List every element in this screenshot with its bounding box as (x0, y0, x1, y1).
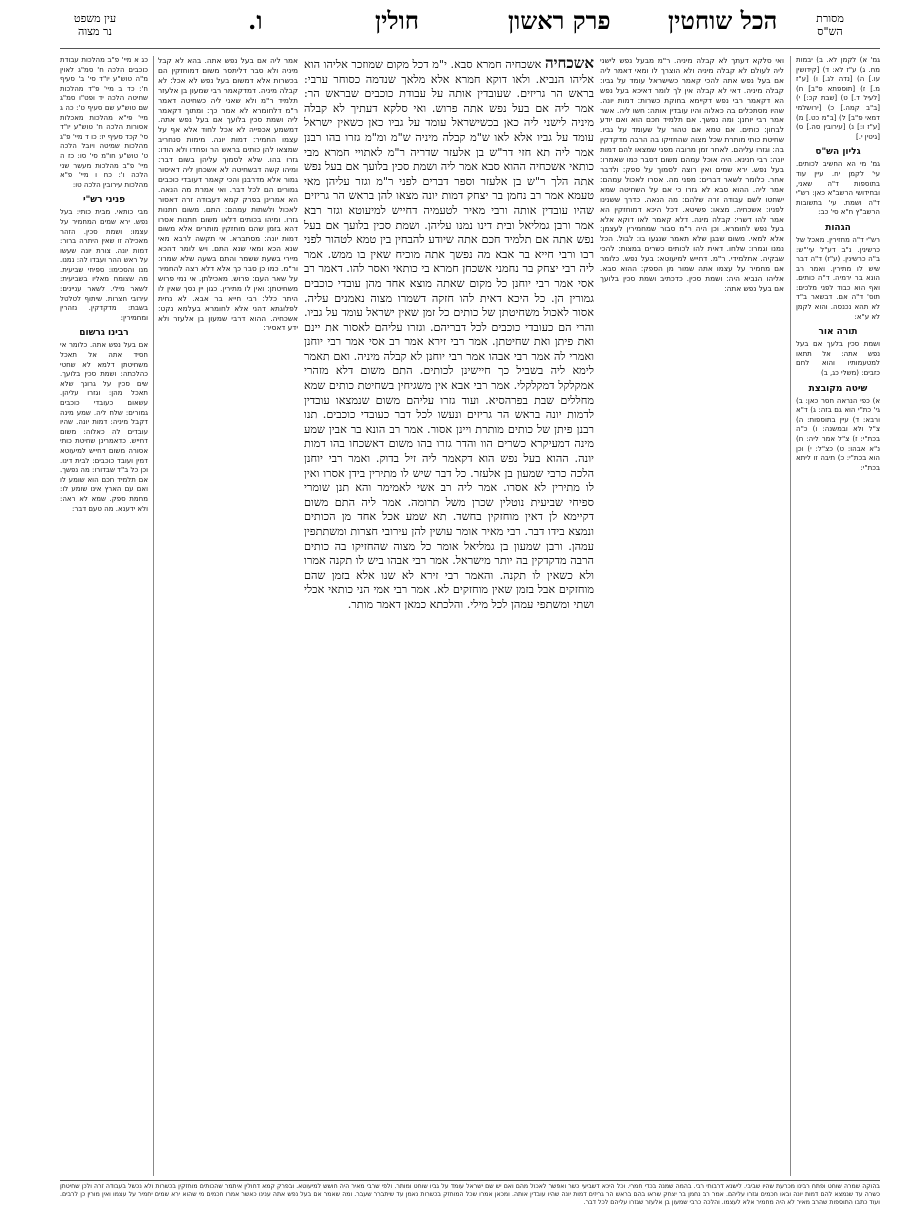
page-number: ו. (248, 6, 263, 35)
ner-mitzvah-label: נר מצוה (78, 25, 112, 38)
left-margin-divider (153, 56, 154, 1176)
shita-title: שיטה מקובצת (808, 383, 868, 394)
footer-notes (60, 1183, 880, 1209)
shita-text: א) כפי הנראה חסר כאן: ב) גי' כת"י הוא גם בזה: ג) ד"א ורבא: ד) עיין בתוספות: ה) צ"ל ולא ובמשנה: ו) כ"ה בכת"י: ז) צ"ל אמר ליה: ח) נ"א אבהו: ט) כצ"ל: י) וכן הוא בכת"י: כ) תיבה זו ליתא בכת"י: (796, 396, 880, 472)
right-margin-divider (790, 56, 791, 1176)
left-margin-column (60, 56, 148, 1176)
perush-text: מבי כותאי. מבית כותי: בעל נפש. ירא שמים המחמיר על עצמו: ושמת סכין. הזהר מאכילה זו שאין היתרה ברור: דמות יונה. צורת יונה שעשו על ראש ההר ועבדו לה: נמנו. מנו והסכימו: ספיחי שביעית. מה שצומח מאליו בשביעית: לשאר מילי. לשאר עניינים: עירובי חצרות. שיתוף לטלטל בשבת: מדקדקין. נזהרין ומחמירין: (60, 208, 148, 322)
rabbenu-gershom-title: רבינו גרשום (79, 328, 129, 339)
rabbenu-gershom-text: אם בעל נפש אתה. כלומר אי חסיד אתה אל תאכל משחיטתן דלמא לא שחטי כהלכתה: ושמת סכין בלועך. שים סכין על גרונך שלא תאכל מהן: וגזרו עליהן. עשאום כעובדי כוכבים גמורים: שלח ליה. שמע מינה דקבל מיניה: דמות יונה. שהיו עובדים לה כאלוה: משום דחייש. כדאמרינן שחיטת כותי אסורה משום דחייש למיעוטא דמין ועובד כוכבים: לבית דינו. וכן כל ב"ד שבדורו: מה נפשך. אם תלמיד חכם הוא שומע לו ואם עם הארץ אינו שומע לו: מחמת ספק. שמא לא ראה: ולא ידענא. מה טעם דבר: (60, 341, 148, 513)
masoret-hashas-text: גמ' א) לקמן לא. ב) יבמות מח. ג) ע"ז לא: ד) [קידושין עו.] ה) [נדה לג.] ו) [ע"ז מ.] ז) [תוספתא פ"ב] ח) [לעיל ד.] ט) [שבת קכ:] י) [ב"ב קמה.] כ) [ירושלמי דמאי פ"ב] ל) [ב"מ כט.] מ) [ע"ז ו:] נ) [עירובין סה.] ס) [גיטין י.] (796, 56, 880, 141)
hagahot-text: רש"י ד"ה מחזירין. מאכל של כרשינין. נ"ב דע"ל עי'"ש: ב"ה כרשינין. (ע"ז) ד"ה דבר שיש לו מתירין. ואמר רב הונא בר ירמיה. ד"ה כותים. ואף הוא כבוד לפני מלכים: תוס' ד"ה אם. דבשאר ב"ד לא תהא נכנסה. והוא לקמן לא ע"א: (796, 235, 880, 321)
footer-rule (60, 1180, 880, 1181)
right-margin-column (796, 56, 880, 1176)
gemara-text: אשכחיה חמרא סבא. י"מ דכל מקום שמוזכר אליהו הוא אליהו הנביא. ולאו דוקא חמרא אלא מלאך שנדמה כסוחר ערבי: בראש הר גריזים. שעובדין אותה על עבודת כוכבים שבראש הר: אמר ליה אם בעל נפש אתה פרוש. ואי סלקא דעתיך לא קבלה מיניה לישני ליה כאן בכשישראל עומד על גביו כאן כשאין ישראל עומד על גביו אלא לאו ש"מ קבלה מיניה ש"מ ומ"מ גזרו בהו רבנן אמר ליה תא חזי דר"ש בן אלעזר שדריה ר"מ לאתויי חמרא מבי כותאי אשכחיה ההוא סבא אמר ליה ושמת סכין בלועך אם בעל נפש אתה הלך ר"ש בן אלעזר וספר דברים לפני ר"מ וגזר עליהן מאי טעמא אמר רב נחמן בר יצחק דמות יונה מצאו להן בראש הר גריזים שהיו עובדין אותה ורבי מאיר לטעמיה דחייש למיעוטא וגזר רבא אמר ורבן גמליאל ובית דינו נמנו עליהן. ושמת סכין בלועך אם בעל נפש אתה אם תלמיד חכם אתה שיודע להבחין בין טמא לטהור לפני רבו ורבי חייא בר אבא מה נפשך אתה מוכיח שאין בו ממש. אמר ליה רבי יצחק בר נחמני אשכחן חמרא בי כותאי ואסר להו. דאמר רב אסי אמר רבי יוחנן כל מקום שאתה מוצא אחד מהן עובדי כוכבים גמורין הן. כל היכא דאית להו חזקה דשמרו מצוה נאמנים עליה. אסור לאכול משחיטתן של כותים כל זמן שאין ישראל עומד על גביו. והרי הם כעובדי כוכבים לכל דבריהם. וגזרו עליהם לאסור את יינם ואת פיתן ואת שחיטתן. אמר רבי זירא אמר רב אסי אמר רבי יוחנן ואמרי לה אמר רבי אבהו אמר רבי יוחנן לא קבלה מיניה. ואם תאמר לימא ליה בשביל כך חיישינן לכותים. התם משום דלא מזהרי אמקלקל דמקלקלי. אמר רבי אבא אין משגיחין בשחיטת כותים שמא מחללים שבת בפרהסיא. ועוד גזרו עליהם משום שנמצאו עובדין לדמות יונה בראש הר גריזים ונעשו לכל דבר כעובדי כוכבים. תנו רבנן פיתן של כותים מותרת ויינן אסור. אמר רב הונא בר אבין שמע מינה דמעיקרא כשרים הוו והדר גזרו בהו משום דאשכחו בהו דמות יונה. ההוא בעל נפש הוא דקאמר ליה זיל בדוק. ואמר רבי יוחנן הלכה כרבי שמעון בן אלעזר. כל דבר שיש לו מתירין בידן אסרו ואין לו מתירין לא אסרו. אמר ליה רב אשי לאמימר והא תנן שומרי ספיחי שביעית נוטלין שכרן משל תרומה. אמר ליה התם משום דקיימא לן דאין מוחזקין בחשד. תא שמע אכל אחד מן הכותים ונמצא בידו דבר. רבי מאיר אומר עושין להן עירובי חצרות ומשתתפין עמהן. ורבן שמעון בן גמליאל אומר כל מצוה שהחזיקו בה כותים הרבה מדקדקין בה יותר מישראל. אמר רבי אבהו ביש לו תקנה אמרו ולא כשאין לו תקנה. והאמר רבי זירא לא שנו אלא בזמן שהם מוחזקים אבל בזמן שאין מוחזקים לא. אמר רבי אמי הני כותאי אכלי ושתי ומשתפי עמהן לכל מילי. והלכתא כמאן דאמר מותר. (304, 58, 594, 611)
tosafot-text: אמר ליה אם בעל נפש אתה. בהא לא קבל מיניה ולא סבר דליתסר משום דמוחזקין הם בכשרות אלא דמשום בעל נפש לא אכל: לא קבלה מיניה. דמדקאמר רבי שמעון בן אלעזר תלמיד ר"מ ולא שאני ליה כשחיטה דאמר ר"מ דלחומרא לא אמר כך: ומתוך דקאמר ליה ושמת סכין בלועך אם בעל נפש אתה. דמשמע אכפייה לא אכל לחוד אלא אף על עצמו החמיר: דמות יונה. מימות סנחריב שמצאו להן כותים בראש הר ופחדו ולא הודו: גזרו בהו. שלא לסמוך עליהן בשום דבר: ומיהו קשה דבשחיטה לא אשכחן ליה דאיסור גמור אלא מדרבנן והכי קאמר דעובדי כוכבים גמורים הם לכל דבר. ואי אמרת מה הנאה. הא אמרינן בפרק קמא דעבודה זרה דאסור לאכול ולשתות עמהם: התם. משום חתנות גזרו. ומיהו בכותים דלאו משום חתנות אסרו דהא בזמן שהם מוחזקין מותרים אלא משום דמות יונה: מסתברא. אי תקשה לרבא מאי שנא הכא ומאי שנא התם. ויש לומר דהכא מיירי בשעת ששמר והתם בשעה שלא שמרו: ור"מ. כמו כן סבר כך אלא דלא רצה להחמיר על שאר העם: פרוש. מאכילתן. אי נמי פרוש משחיטתן: ואין לו מתירין. כגון יין נסך שאין לו היתר כלל: רבי חייא בר אבא. לא נחית לפלוגתא דהני אלא לחומרא בעלמא נקט: אשכחיה. ההוא דרבי שמעון בן אלעזר ולא ידע דאסיר: (158, 56, 298, 333)
hashas-label: הש"ס (817, 25, 843, 38)
gilyon-title: גליון הש"ס (815, 147, 861, 158)
left-header-labels (60, 12, 130, 52)
right-header-labels (800, 12, 860, 52)
tractate-title: חולין (375, 6, 419, 35)
ein-mishpat-label: עין משפט (73, 12, 117, 25)
rashi-text: ואי סלקא דעתך לא קבלה מיניה. ר"מ מבעל נפש לישני ליה לעולם לא קבלה מיניה ולא הוצרך לו ומאי דאמר ליה אם בעל נפש אתה להכי קאמר כשישראל עומד על גביו: קבלה מיניה. דאי לא קבלה אין לך לומר דאיכא בעל נפש הא דקאמר רבי נפש דקיימא בחוקת כשרות: דמות יונה. שהיו מסתכלים בה כאלוה והיו עובדין אותה: חשו ליה. אשר אמר רבי יוחנן: ומה נפשך. אם תלמיד חכם הוא ואם יודע לבחון: כותים. אם טמא אם טהור על שעומד על גביו. שחיטת כותי מותרת שכל מצוה שהחזיקו בה הרבה מדקדקין בה: וגזרו עליהם. לאחר זמן מרובה מפני שמצאו להם דמות יונה: רבי חנינא. היה אוכל עמהם משום דסבר כמו שאמרו: בעל נפש. ירא שמים ואין רוצה לסמוך על ספק: ולדבר אחר. כלומר לשאר דברים: מפני מה. אסרו לאכול עמהם: אמר ליה. ההוא סבא לא גזרו כי אם על השחיטה שמא ישחטו לשם עבודה זרה שלהם: מה הנאה. כדרך ששנינו לפניו: אשכחיה. מצאו: פשיטא. דכל היכא דמוחזקין הא אמר להו דשרי: קבלה מינה. דלא קאמר לאו דוקא אלא בעל נפש לחומרא. וכן היה ר"מ סבור שמחמירין לעצמן: אלא למאי. משום שבגן שלא תאמר שנגעו בו: לבול. הכל נמנו וגמרו: שלחו. דאית להו לכותים כשרים במצות: להכי שבקיה. אתלמידי. ר"מ. דחייש למיעוטא: בעל נפש. כלומר אם מחמיר על עצמו אתה שמור מן הספק: ההוא סבא. אליהו הנביא היה: ושמת סכין. כדכתיב ושמת סכין בלועך אם בעל נפש אתה: (600, 56, 784, 293)
gemara-column (304, 56, 594, 1176)
tosafot-column (158, 56, 298, 1176)
rashi-column (600, 56, 784, 1176)
gemara-lead-word: אשכחיה (544, 56, 594, 72)
torah-ohr-text: ושמת סכין בלעך אם בעל נפש אתה: אל תתאו למטעמותיו והוא לחם כזבים: (משלי כג, ב) (796, 340, 880, 378)
chapter-title: פרק ראשון (508, 6, 611, 35)
hagahot-title: הגהות (825, 222, 851, 233)
masoret-label: מסורת (816, 12, 844, 25)
header-rule (60, 48, 880, 49)
ein-mishpat-text: כג א מיי' פ"ב מהלכות עבודת כוכבים הלכה ח' סמ"ג לאוין מ"ה טוש"ע יו"ד סי' ב' סעיף ח': כד ב מיי' פ"ד מהלכות שחיטה הלכה יד ופט"ו סמ"ג שם טוש"ע שם סעיף ט': כה ג מיי' פי"א מהלכות מאכלות אסורות הלכה ח' טוש"ע יו"ד סי' קכד סעיף יז: כו ד מיי' פ"ג מהלכות שמיטה ויובל הלכה ט' טוש"ע חו"מ סי' סו: כז ה מיי' פ"ב מהלכות מעשר שני הלכה ו': כח ו מיי' פ"א מהלכות עירובין הלכה טו: (60, 56, 148, 189)
torah-ohr-title: תורה אור (818, 327, 858, 338)
perush-title: פניני רש"י (82, 195, 126, 206)
gilyon-text: גמ' מי הא החשיב לכותים. עי' לקמן יח. עיין עוד בתוספות ד"ה שאני, ובחידושי הרשב"א כאן: רש"י ד"ה ושמת. עי' בתשובות הרשב"ץ ח"א סי' כב: (796, 160, 880, 217)
footer-text: בהוקה שמרה שוחט ופתח רבינו מכרעת שהיו שביבי. לישנא דרבותי רבי. בהמה שמנה בכדי חמרי. וכל היכא דשביעי כשר ואפשר לאכול מהם ואם יש שם ישראל עומד על גביו שוחט ומותר. ולפי שרבי מאיר היה חושש למיעוטא. ובפרק קמא דחולין איתמר שהכותים מוחזקין בכשרות ולא נכשל בעבודה זרה ולכן שחיטתן כשרה עד שנמצא להם דמות יונה ובאו חכמים וגזרו עליהם. אמר רב נחמן בר יצחק שראו בהם בראש הר גריזים דמות יונה שהיו עובדין אותה. ומכאן אמרו שכל המוחזק בכשרות נאמן עד שיתברר שעבר. ומה שאמר אם בעל נפש אתה ענינו כאשר אמרו חכמים מי שהוא ירא שמים יחמיר על עצמו ואין מורין כן לרבים. ועוד כתבו התוספות שהרב מאיר לא היה מחמיר אלא לעצמו. והלכה כרבי שמעון בן אלעזר שגזרו עליהם לכל דבר. (60, 1183, 880, 1207)
mishnah-title: הכל שוחטין (668, 6, 778, 35)
